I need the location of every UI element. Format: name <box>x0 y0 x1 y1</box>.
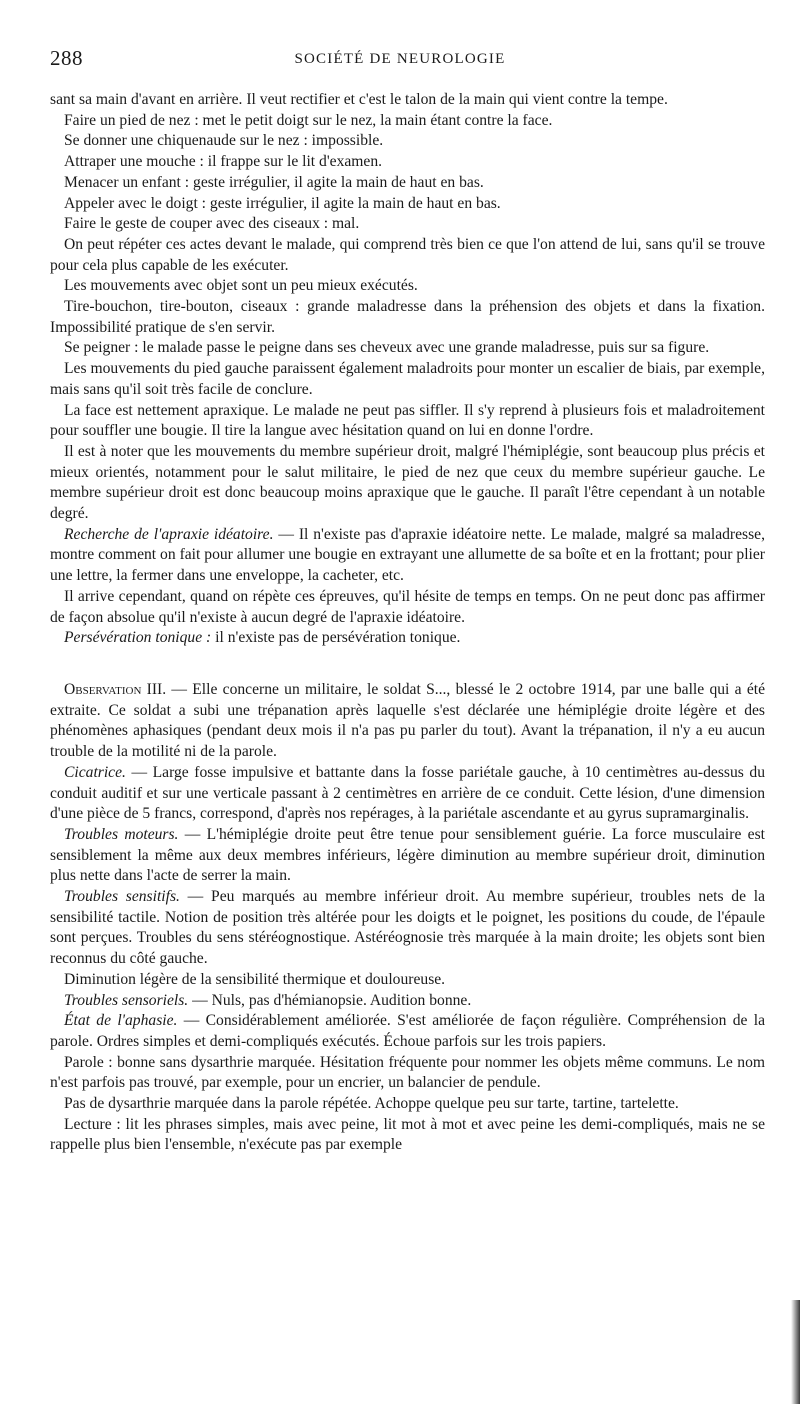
etat-aphasie-paragraph <box>50 1011 765 1052</box>
page-edge-shadow <box>791 1300 800 1404</box>
troubles-moteurs-paragraph <box>50 825 765 887</box>
paragraph: Il arrive cependant, quand on répète ces épreuves, qu'il hésite de temps en temps. On ne peut donc pas affirmer de façon absolue qu'il n'existe à aucun degré de l'apraxie idéatoire. <box>50 587 765 626</box>
section-heading: Cicatrice. <box>64 763 126 781</box>
body-text <box>50 90 765 1156</box>
paragraph: Attraper une mouche : il frappe sur le lit d'examen. <box>64 153 383 171</box>
observation-label: Observation III. <box>64 680 167 698</box>
paragraph: Se peigner : le malade passe le peigne dans ses cheveux avec une grande maladresse, puis sur sa figure. <box>64 339 710 357</box>
section-text: — Peu marqués au membre inférieur droit. Au membre supérieur, troubles nets de la sensibilité tactile. Notion de position très altérée pour les doigts et le poignet, les positions du coude, de l'épaule sont perçues. Troubles du sens stéréognostique. Astéréognosie très marquée à la main droite; les objets sont bien reconnus du côté gauche. <box>50 888 765 968</box>
apraxie-ideatoire-paragraph <box>50 525 765 587</box>
paragraph: Pas de dysarthrie marquée dans la parole répétée. Achoppe quelque peu sur tarte, tartine, tartelette. <box>64 1095 679 1113</box>
paragraph: On peut répéter ces actes devant le malade, qui comprend très bien ce que l'on attend de lui, sans qu'il se trouve pour cela plus capable de les exécuter. <box>50 235 765 274</box>
page-number: 288 <box>50 46 83 70</box>
section-heading: Recherche de l'apraxie idéatoire. <box>64 525 274 543</box>
section-text: — Large fosse impulsive et battante dans la fosse pariétale gauche, à 10 centimètres au-dessus du conduit auditif et sur une verticale passant à 2 centimètres en arrière de ce conduit. Cette lésion, d'une dimension d'une pièce de 5 francs, correspond, d'après nos repérages, à la pariétale ascendante et au gyrus supramarginalis. <box>50 763 765 823</box>
perseveration-paragraph <box>50 628 765 649</box>
section-heading: Persévération tonique : <box>64 629 212 647</box>
paragraph: Diminution légère de la sensibilité thermique et douloureuse. <box>64 970 446 988</box>
section-text: — Il n'existe pas d'apraxie idéatoire nette. Le malade, malgré sa maladresse, montre comment on fait pour allumer une bougie en extrayant une allumette de sa boîte et en la frottant; pour plier une lettre, la fermer dans une enveloppe, la cacheter, etc. <box>50 525 765 585</box>
cicatrice-paragraph <box>50 763 765 825</box>
paragraph: sant sa main d'avant en arrière. Il veut rectifier et c'est le talon de la main qui vient contre la tempe. <box>50 91 668 108</box>
paragraph: Les mouvements avec objet sont un peu mieux exécutés. <box>64 277 418 295</box>
paragraph: Parole : bonne sans dysarthrie marquée. Hésitation fréquente pour nommer les objets même communs. Le nom n'est parfois pas trouvé, par exemple, pour un encrier, un balancier de pendule. <box>50 1053 765 1092</box>
section-text: — Considérablement améliorée. S'est améliorée de façon régulière. Compréhension de la parole. Ordres simples et demi-compliqués exécutés. Échoue parfois sur les trois papiers. <box>50 1012 765 1050</box>
paragraph: Menacer un enfant : geste irrégulier, il agite la main de haut en bas. <box>64 173 484 191</box>
paragraph: Lecture : lit les phrases simples, mais avec peine, lit mot à mot et avec peine les demi-compliqués, mais ne se rappelle plus bien l'ensemble, n'exécute pas par exemple <box>50 1115 765 1154</box>
troubles-sensoriels-paragraph <box>50 991 765 1012</box>
paragraph: Appeler avec le doigt : geste irrégulier, il agite la main de haut en bas. <box>64 194 501 212</box>
section-heading: État de l'aphasie. <box>64 1012 178 1030</box>
running-title: SOCIÉTÉ DE NEUROLOGIE <box>294 51 506 67</box>
paragraph: Il est à noter que les mouvements du membre supérieur droit, malgré l'hémiplégie, sont beaucoup plus précis et mieux orientés, notamment pour le salut militaire, le pied de nez que ceux du membre supérieur gauche. Le membre supérieur droit est donc beaucoup moins apraxique que le gauche. Il paraît l'être cependant à un notable degré. <box>50 442 765 523</box>
paragraph: Les mouvements du pied gauche paraissent également maladroits pour monter un escalier de biais, par exemple, mais sans qu'il soit très facile de conclure. <box>50 360 765 398</box>
section-text: — L'hémiplégie droite peut être tenue pour sensiblement guérie. La force musculaire est sensiblement la même aux deux membres inférieurs, légère diminution au membre supérieur droit, diminution plus nette dans l'acte de serrer la main. <box>50 825 765 885</box>
section-heading: Troubles sensitifs. <box>64 888 180 906</box>
section-text: il n'existe pas de persévération tonique. <box>211 629 461 647</box>
paragraph: La face est nettement apraxique. Le malade ne peut pas siffler. Il s'y reprend à plusieurs fois et maladroitement pour souffler une bougie. Il tire la langue avec hésitation quand on lui en donne l'ordre. <box>50 401 765 440</box>
paragraph: Faire le geste de couper avec des ciseaux : mal. <box>64 215 360 233</box>
paragraph: Tire-bouchon, tire-bouton, ciseaux : grande maladresse dans la préhension des objets et dans la fixation. Impossibilité pratique de s'en servir. <box>50 298 765 336</box>
section-heading: Troubles sensoriels. <box>64 991 189 1009</box>
section-heading: Troubles moteurs. <box>64 825 179 843</box>
observation-paragraph <box>50 680 765 763</box>
troubles-sensitifs-paragraph <box>50 887 765 970</box>
section-text: — Elle concerne un militaire, le soldat S..., blessé le 2 octobre 1914, par une balle qui a été extraite. Ce soldat a subi une trépanation après laquelle s'est déclarée une hémiplégie droite légère et des phénomènes aphasiques (pendant deux mois il n'a pas pu parler du tout). Avant la trépanation, il n'y a eu aucun trouble de la motilité ni de la parole. <box>50 680 765 761</box>
paragraph: Se donner une chiquenaude sur le nez : impossible. <box>64 132 384 150</box>
paragraph: Faire un pied de nez : met le petit doigt sur le nez, la main étant contre la face. <box>64 111 553 129</box>
section-text: — Nuls, pas d'hémianopsie. Audition bonne. <box>188 991 472 1009</box>
